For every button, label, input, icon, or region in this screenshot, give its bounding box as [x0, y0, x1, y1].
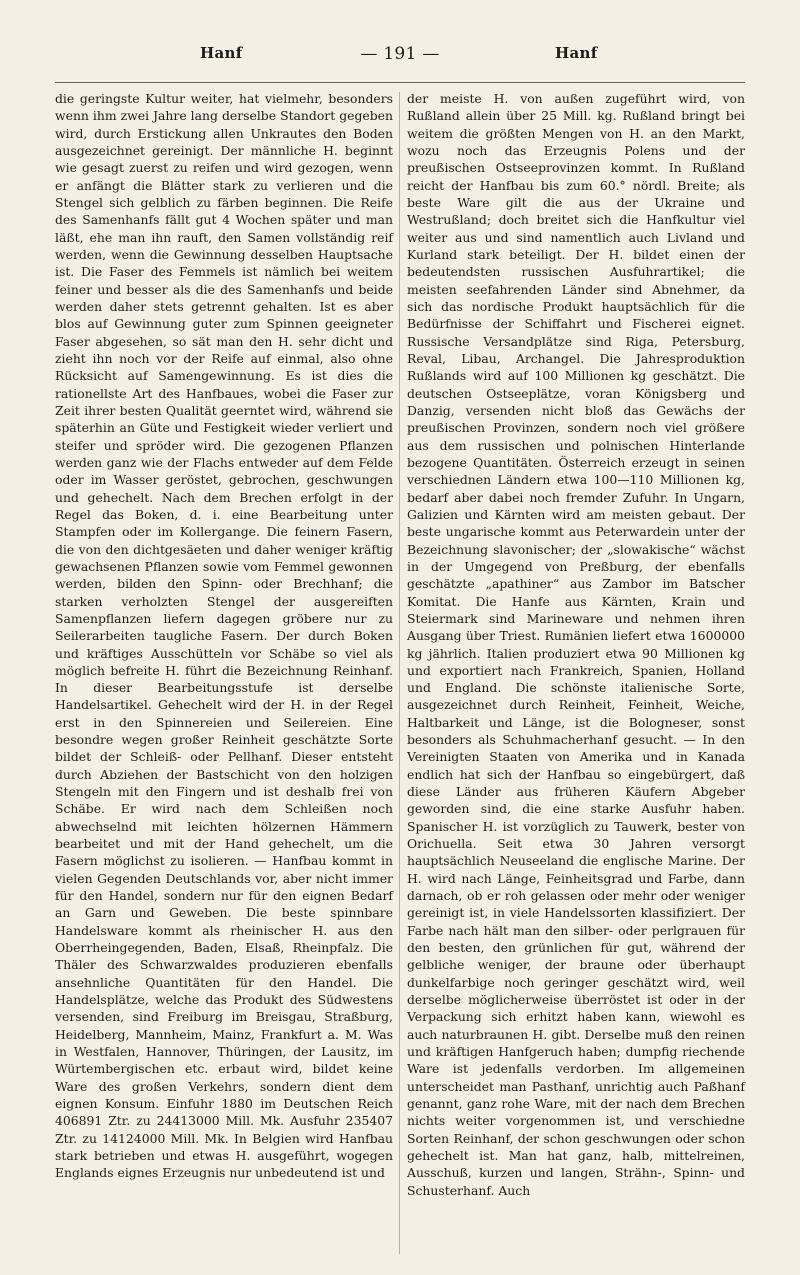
right-column — [407, 90, 745, 1199]
running-head — [55, 44, 745, 70]
page-number: — 191 — — [360, 44, 440, 64]
header-rule — [55, 82, 745, 83]
header-right-word: Hanf — [555, 44, 598, 62]
left-column — [55, 90, 393, 1182]
column-divider — [399, 92, 400, 1254]
left-column-text: die geringste Kultur weiter, hat vielmehr, besonders wenn ihm zwei Jahre lang derselbe Standort gegeben wird, durch Erstickung allen Unkrautes den Boden ausgezeichnet gereinigt. Der männliche H. beginnt wie gesagt zuerst zu reifen und wird gezogen, wenn er anfängt die Blätter stark zu verlieren und die Stengel sich gelblich zu färben beginnen. Die Reife des Samenhanfs fällt gut 4 Wochen später und man läßt, ehe man ihn rauft, den Samen vollständig reif werden, wenn die Gewinnung desselben Hauptsache ist. Die Faser des Femmels ist nämlich bei weitem feiner und besser als die des Samenhanfs und beide werden daher stets getrennt gehalten. Ist es aber blos auf Gewinnung guter zum Spinnen geeigneter Faser abgesehen, so sät man den H. sehr dicht und zieht ihn noch vor der Reife auf einmal, also ohne Rücksicht auf Samengewinnung. Es ist dies die rationellste Art des Hanfbaues, wobei die Faser zur Zeit ihrer besten Qualität geerntet wird, während sie späterhin an Güte und Festigkeit wieder verliert und steifer und spröder wird. Die gezogenen Pflanzen werden ganz wie der Flachs entweder auf dem Felde oder im Wasser geröstet, gebrochen, geschwungen und gehechelt. Nach dem Brechen erfolgt in der Regel das Boken, d. i. eine Bearbeitung unter Stampfen oder im Kollergange. Die feinern Fasern, die von den dichtgesäeten und daher weniger kräftig gewachsenen Pflanzen sowie vom Femmel gewonnen werden, bilden den Spinn- oder Brechhanf; die starken verholzten Stengel der ausgereiften Samenpflanzen liefern dagegen gröbere nur zu Seilerarbeiten taugliche Fasern. Der durch Boken und kräftiges Ausschütteln vor Schäbe so viel als möglich befreite H. führt die Bezeichnung Reinhanf. In dieser Bearbeitungsstufe ist derselbe Handelsartikel. Gehechelt wird der H. in der Regel erst in den Spinnereien und Seilereien. Eine besondre wegen großer Reinheit geschätzte Sorte bildet der Schleiß- oder Pellhanf. Dieser entsteht durch Abziehen der Bastschicht von den holzigen Stengeln mit den Fingern und ist deshalb frei von Schäbe. Er wird nach dem Schleißen noch abwechselnd mit leichten hölzernen Hämmern bearbeitet und mit der Hand gehechelt, um die Fasern möglichst zu isolieren. — Hanfbau kommt in vielen Gegenden Deutschlands vor, aber nicht immer für den Handel, sondern nur für den eignen Bedarf an Garn und Geweben. Die beste spinnbare Handelsware kommt als rheinischer H. aus den Oberrheingegenden, Baden, Elsaß, Rheinpfalz. Die Thäler des Schwarzwaldes produzieren ebenfalls ansehnliche Quantitäten für den Handel. Die Handelsplätze, welche das Produkt des Südwestens versenden, sind Freiburg im Breisgau, Straßburg, Heidelberg, Mannheim, Mainz, Frankfurt a. M. Was in Westfalen, Hannover, Thüringen, der Lausitz, im Würtembergischen etc. erbaut wird, bildet keine Ware des großen Verkehrs, sondern dient dem eignen Konsum. Einfuhr 1880 im Deutschen Reich 406891 Ztr. zu 24413000 Mill. Mk. Ausfuhr 235407 Ztr. zu 14124000 Mill. Mk. In Belgien wird Hanfbau stark betrieben und etwas H. ausgeführt, wogegen Englands eignes Erzeugnis nur unbedeutend ist und — [55, 91, 393, 1181]
header-left-word: Hanf — [200, 44, 243, 62]
right-column-text: der meiste H. von außen zugeführt wird, von Rußland allein über 25 Mill. kg. Rußland bringt bei weitem die größten Mengen von H. an den Markt, wozu noch das Erzeugnis Polens und der preußischen Ostseeprovinzen kommt. In Rußland reicht der Hanfbau bis zum 60.° nördl. Breite; als beste Ware gilt die aus der Ukraine und Westrußland; doch breitet sich die Hanfkultur viel weiter aus und sind namentlich auch Livland und Kurland stark beteiligt. Der H. bildet einen der bedeutendsten russischen Ausfuhrartikel; die meisten seefahrenden Länder sind Abnehmer, da sich das nordische Produkt hauptsächlich für die Bedürfnisse der Schiffahrt und Fischerei eignet. Russische Versandplätze sind Riga, Petersburg, Reval, Libau, Archangel. Die Jahresproduktion Rußlands wird auf 100 Millionen kg geschätzt. Die deutschen Ostseeplätze, voran Königsberg und Danzig, versenden nicht bloß das Gewächs der preußischen Provinzen, sondern noch viel größere aus dem russischen und polnischen Hinterlande bezogene Quantitäten. Österreich erzeugt in seinen verschiednen Ländern etwa 100—110 Millionen kg, bedarf aber dabei noch fremder Zufuhr. In Ungarn, Galizien und Kärnten wird am meisten gebaut. Der beste ungarische kommt aus Peterwardein unter der Bezeichnung slavonischer; der „slowakische“ wächst in der Umgegend von Preßburg, der ebenfalls geschätzte „apathiner“ aus Zambor im Batscher Komitat. Die Hanfe aus Kärnten, Krain und Steiermark sind Marineware und nehmen ihren Ausgang über Triest. Rumänien liefert etwa 1600000 kg jährlich. Italien produziert etwa 90 Millionen kg und exportiert nach Frankreich, Spanien, Holland und England. Die schönste italienische Sorte, ausgezeichnet durch Reinheit, Feinheit, Weiche, Haltbarkeit und Länge, ist die Bologneser, sonst besonders als Schuhmacherhanf gesucht. — In den Vereinigten Staaten von Amerika und in Kanada endlich hat sich der Hanfbau so eingebürgert, daß diese Länder aus früheren Käufern Abgeber geworden sind, die eine starke Ausfuhr haben. Spanischer H. ist vorzüglich zu Tauwerk, bester von Orichuella. Seit etwa 30 Jahren versorgt hauptsächlich Neuseeland die englische Marine. Der H. wird nach Länge, Feinheitsgrad und Farbe, dann darnach, ob er roh gelassen oder mehr oder weniger gereinigt ist, in viele Handelssorten klassifiziert. Der Farbe nach hält man den silber- oder perlgrauen für den besten, den grünlichen für gut, während der gelbliche weniger, der braune oder überhaupt dunkelfarbige noch geringer geschätzt wird, weil derselbe möglicherweise überröstet ist oder in der Verpackung sich erhitzt haben kann, wiewohl es auch naturbraunen H. gibt. Derselbe muß den reinen und kräftigen Hanfgeruch haben; dumpfig riechende Ware ist jedenfalls verdorben. Im allgemeinen unterscheidet man Pasthanf, unrichtig auch Paßhanf genannt, ganz rohe Ware, mit der nach dem Brechen nichts weiter vorgenommen ist, und verschiedne Sorten Reinhanf, der schon geschwungen oder schon gehechelt ist. Man hat ganz, halb, mittelreinen, Ausschuß, kurzen und langen, Strähn-, Spinn- und Schusterhanf. Auch — [407, 91, 745, 1198]
